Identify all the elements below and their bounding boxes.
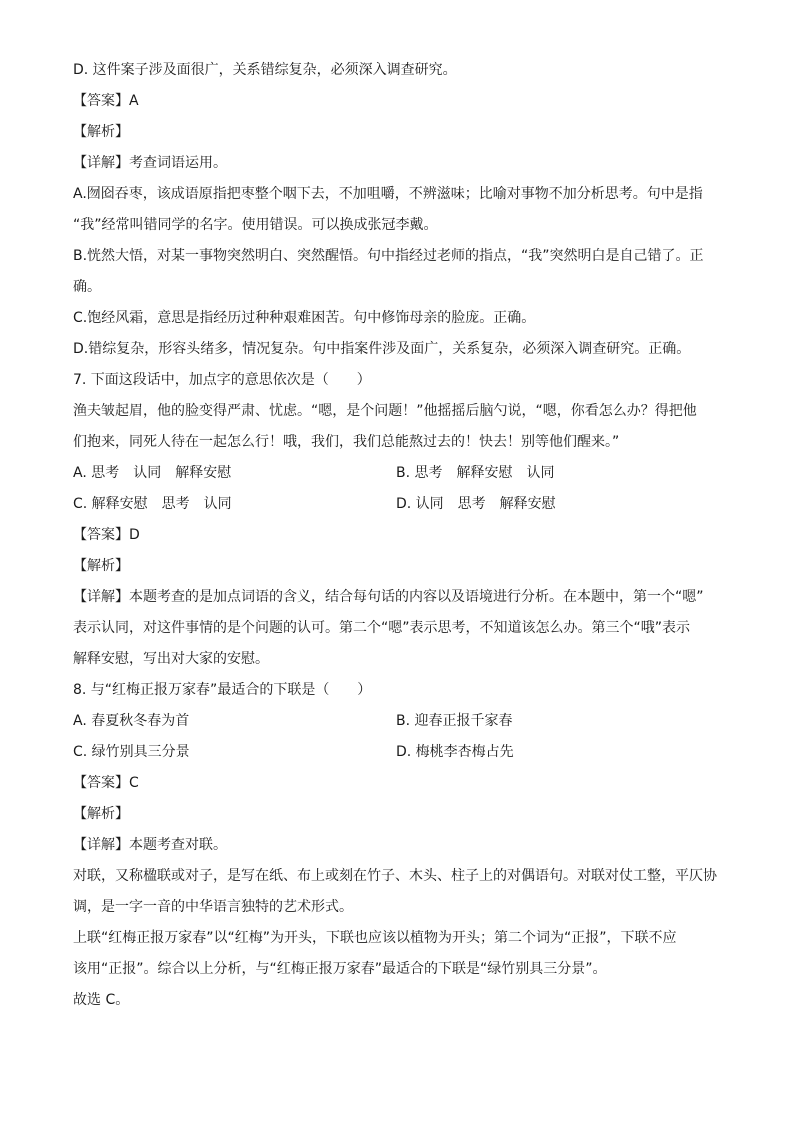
- q7-analysis-heading: 【解析】: [73, 558, 129, 574]
- option-d-text: D. 这件案子涉及面很广，关系错综复杂，必须深入调查研究。: [73, 62, 457, 78]
- q8-analysis-heading: 【解析】: [73, 806, 129, 822]
- q8-conclusion: 故选 C。: [73, 992, 130, 1008]
- question-7-passage-line1: 渔夫皱起眉，他的脸变得严肃、忧虑。“嗯，是个问题！”他摇摇后脑勺说，“嗯，你看怎么办？得把他: [73, 403, 697, 419]
- explanation-c: C.饱经风霜，意思是指经历过种种艰难困苦。句中修饰母亲的脸庞。正确。: [73, 310, 536, 326]
- question-8: 8. 与“红梅正报万家春”最适合的下联是（ ）: [73, 682, 372, 698]
- question-7-options-row2: [73, 494, 723, 525]
- explanation-a-line1: A.囫囵吞枣，该成语原指把枣整个咽下去，不加咀嚼，不辨滋味；比喻对事物不加分析思考。句中是指: [73, 186, 703, 202]
- question-7-passage-line2: 们抱来，同死人待在一起怎么行！哦，我们，我们总能熬过去的！快去！别等他们醒来。”: [73, 434, 620, 450]
- question-8-options-row2: [73, 742, 723, 773]
- analysis-heading: 【解析】: [73, 124, 129, 140]
- answer-label: 【答案】A: [73, 93, 139, 109]
- q8-option-b: B. 迎春正报千家春: [396, 713, 513, 729]
- document-page: [73, 60, 723, 1021]
- q8-answer-label: 【答案】C: [73, 775, 139, 791]
- q7-option-d: D. 认同 思考 解释安慰: [396, 496, 556, 512]
- q7-option-b: B. 思考 解释安慰 认同: [396, 465, 555, 481]
- explanation-b-line1: B.恍然大悟，对某一事物突然明白、突然醒悟。句中指经过老师的指点，“我”突然明白是自己错了。正: [73, 248, 704, 264]
- q8-option-d: D. 梅桃李杏梅占先: [396, 744, 514, 760]
- explanation-a-line2: “我”经常叫错同学的名字。使用错误。可以换成张冠李戴。: [73, 217, 438, 233]
- q8-explanation-line4: 该用“正报”。综合以上分析，与“红梅正报万家春”最适合的下联是“绿竹别具三分景”。: [73, 961, 607, 977]
- question-8-options-row1: [73, 711, 723, 742]
- explanation-heading: 【详解】考查词语运用。: [73, 155, 227, 171]
- explanation-d: D.错综复杂，形容头绪多，情况复杂。句中指案件涉及面广，关系复杂，必须深入调查研究。正确。: [73, 341, 691, 357]
- q7-explanation-line2: 表示认同，对这件事情的是个问题的认可。第二个“嗯”表示思考，不知道该怎么办。第三个“哦”表示: [73, 620, 691, 636]
- q7-explanation-line3: 解释安慰，写出对大家的安慰。: [73, 651, 269, 667]
- q7-option-c: C. 解释安慰 思考 认同: [73, 496, 232, 512]
- question-7: 7. 下面这段话中，加点字的意思依次是（ ）: [73, 372, 371, 388]
- q8-explanation-line1: 对联，又称楹联或对子，是写在纸、布上或刻在竹子、木头、柱子上的对偶语句。对联对仗工整，平仄协: [73, 868, 717, 884]
- q8-explanation-line2: 调，是一字一音的中华语言独特的艺术形式。: [73, 899, 353, 915]
- q7-explanation-line1: 【详解】本题考查的是加点词语的含义，结合每句话的内容以及语境进行分析。在本题中，第一个“嗯”: [73, 589, 704, 605]
- q8-explanation-heading: 【详解】本题考查对联。: [73, 837, 227, 853]
- explanation-b-line2: 确。: [73, 279, 101, 295]
- q7-option-a: A. 思考 认同 解释安慰: [73, 465, 232, 481]
- q8-option-a: A. 春夏秋冬春为首: [73, 713, 190, 729]
- q8-explanation-line3: 上联“红梅正报万家春”以“红梅”为开头，下联也应该以植物为开头；第二个词为“正报”，下联不应: [73, 930, 677, 946]
- q7-answer-label: 【答案】D: [73, 527, 140, 543]
- question-7-options-row1: [73, 463, 723, 494]
- q8-option-c: C. 绿竹别具三分景: [73, 744, 190, 760]
